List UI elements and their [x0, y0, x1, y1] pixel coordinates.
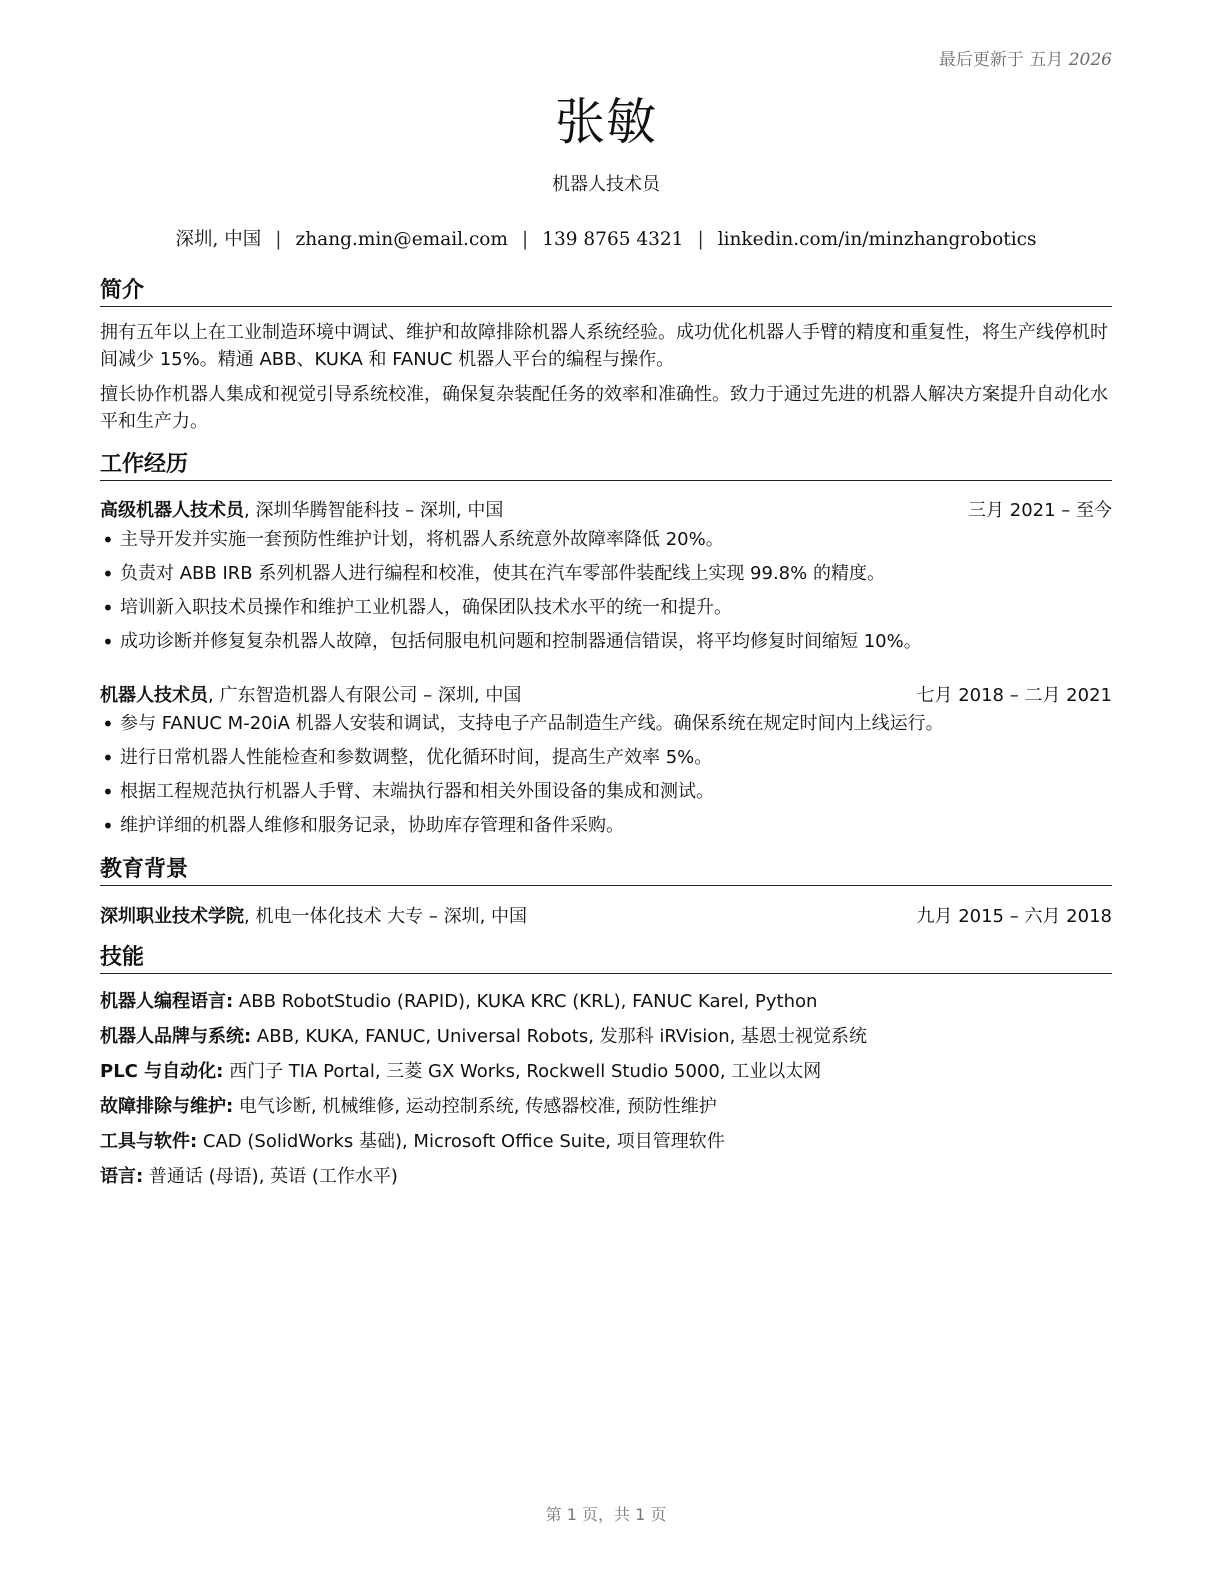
section-title-education: 教育背景 [100, 856, 1112, 886]
contact-line [100, 225, 1112, 251]
skill-value: CAD (SolidWorks 基础), Microsoft Office Suite, 项目管理软件 [197, 1131, 725, 1152]
job-org: , 广东智造机器人有限公司 – 深圳, 中国 [208, 685, 522, 706]
education-detail: , 机电一体化技术 大专 – 深圳, 中国 [244, 906, 528, 927]
last-updated-label: 最后更新于 五月 [938, 50, 1064, 70]
contact-separator: | [697, 229, 704, 250]
candidate-name: 张敏 [555, 93, 657, 151]
job-dates: 三月 2021 – 至今 [968, 500, 1112, 521]
job-bullet: • 主导开发并实施一套预防性维护计划，将机器人系统意外故障率降低 20%。 [100, 523, 1112, 557]
skill-key: PLC 与自动化: [100, 1061, 224, 1082]
contact-location: 深圳, 中国 [175, 229, 262, 250]
job-bullet: • 根据工程规范执行机器人手臂、末端执行器和相关外围设备的集成和测试。 [100, 775, 1112, 809]
job-bullet: • 成功诊断并修复复杂机器人故障，包括伺服电机问题和控制器通信错误，将平均修复时间缩短 10%。 [100, 625, 1112, 659]
contact-phone[interactable]: 139 8765 4321 [542, 229, 684, 250]
education-dates: 九月 2015 – 六月 2018 [916, 906, 1112, 927]
education-entry [100, 902, 1112, 928]
job-title: 机器人技术员 [100, 685, 208, 706]
skill-key: 故障排除与维护: [100, 1096, 234, 1117]
skill-row [100, 1124, 1112, 1159]
summary-paragraph-1: 拥有五年以上在工业制造环境中调试、维护和故障排除机器人系统经验。成功优化机器人手臂的精度和重复性，将生产线停机时间减少 15%。精通 ABB、KUKA 和 FANUC 机器人平台的编程与操作。 [100, 322, 1108, 370]
job-bullet: • 负责对 ABB IRB 系列机器人进行编程和校准，使其在汽车零部件装配线上实现 99.8% 的精度。 [100, 557, 1112, 591]
job-bullet: • 培训新入职技术员操作和维护工业机器人，确保团队技术水平的统一和提升。 [100, 591, 1112, 625]
job-bullet: • 维护详细的机器人维修和服务记录，协助库存管理和备件采购。 [100, 809, 1112, 843]
summary-paragraph-2: 擅长协作机器人集成和视觉引导系统校准，确保复杂装配任务的效率和准确性。致力于通过先进的机器人解决方案提升自动化水平和生产力。 [100, 384, 1108, 432]
section-title-skills: 技能 [100, 944, 1112, 974]
job-bullet: • 参与 FANUC M-20iA 机器人安装和调试，支持电子产品制造生产线。确保系统在规定时间内上线运行。 [100, 707, 1112, 741]
last-updated [939, 45, 1112, 70]
skill-row [100, 1089, 1112, 1124]
last-updated-year: 2026 [1068, 50, 1112, 70]
skill-row [100, 1054, 1112, 1089]
job-title: 高级机器人技术员 [100, 500, 244, 521]
skill-value: 普通话 (母语), 英语 (工作水平) [143, 1166, 398, 1187]
job-bullets [100, 707, 1112, 843]
contact-separator: | [275, 229, 282, 250]
section-title-summary: 简介 [100, 277, 1112, 307]
job-bullets [100, 523, 1112, 659]
job-dates: 七月 2018 – 二月 2021 [916, 685, 1112, 706]
skill-key: 语言: [100, 1166, 144, 1187]
job-header [100, 496, 1112, 522]
skill-row [100, 1019, 1112, 1054]
page-footer: 第 1 页，共 1 页 [545, 1505, 667, 1524]
skill-key: 机器人编程语言: [100, 991, 234, 1012]
skill-value: 西门子 TIA Portal, 三菱 GX Works, Rockwell Studio 5000, 工业以太网 [223, 1061, 822, 1082]
job-org: , 深圳华腾智能科技 – 深圳, 中国 [244, 500, 504, 521]
contact-separator: | [521, 229, 529, 250]
skill-key: 工具与软件: [100, 1131, 198, 1152]
skill-value: ABB, KUKA, FANUC, Universal Robots, 发那科 iRVision, 基恩士视觉系统 [251, 1026, 868, 1047]
skill-row [100, 984, 1112, 1019]
resume-page [100, 0, 1112, 1584]
school-name: 深圳职业技术学院 [100, 906, 244, 927]
contact-linkedin[interactable]: linkedin.com/in/minzhangrobotics [717, 229, 1037, 250]
job-bullet: • 进行日常机器人性能检查和参数调整，优化循环时间，提高生产效率 5%。 [100, 741, 1112, 775]
skill-row [100, 1159, 1112, 1194]
section-title-experience: 工作经历 [100, 451, 1112, 481]
skill-value: ABB RobotStudio (RAPID), KUKA KRC (KRL), FANUC Karel, Python [233, 991, 818, 1012]
skill-key: 机器人品牌与系统: [100, 1026, 252, 1047]
job-header [100, 681, 1112, 707]
candidate-role: 机器人技术员 [552, 174, 660, 195]
skills-list [100, 984, 1112, 1194]
skill-value: 电气诊断, 机械维修, 运动控制系统, 传感器校准, 预防性维护 [233, 1096, 717, 1117]
contact-email[interactable]: zhang.min@email.com [295, 229, 508, 250]
